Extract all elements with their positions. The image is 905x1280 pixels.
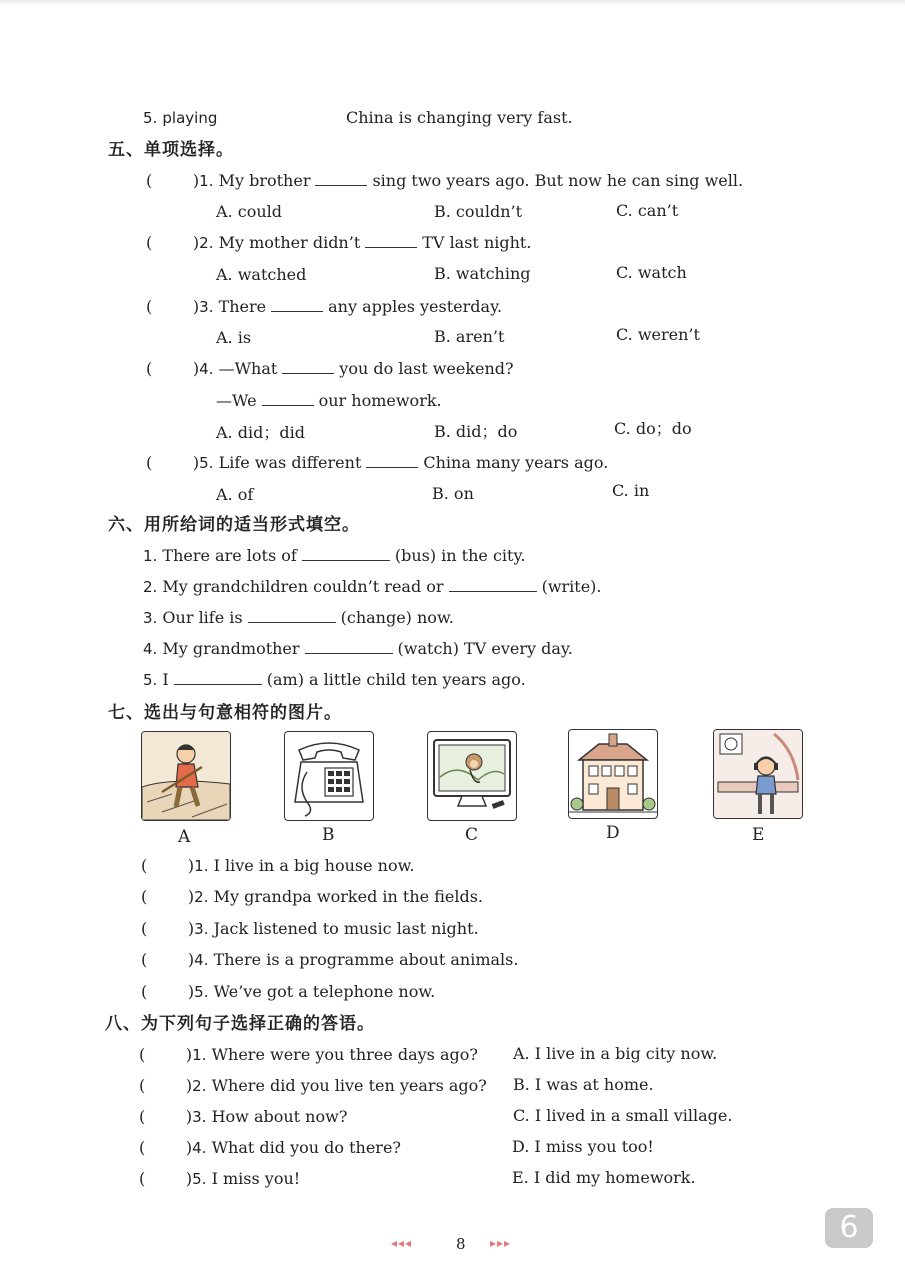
item-text: Where were you three days ago? xyxy=(211,1045,478,1064)
s8-item5 xyxy=(139,1169,300,1189)
item-text: I miss you! xyxy=(211,1169,301,1188)
question-text: —We xyxy=(216,391,257,410)
picture-label-a: A xyxy=(178,827,191,847)
item-number: 4. xyxy=(194,951,209,969)
item-hint: (am) a little child ten years ago. xyxy=(266,670,526,689)
prev-item-number: 5. xyxy=(143,109,158,127)
blank-line[interactable] xyxy=(305,639,393,654)
option-b[interactable]: B. aren’t xyxy=(434,327,505,346)
answer-paren[interactable]: ( ) xyxy=(146,171,200,190)
s7-item5 xyxy=(141,982,435,1002)
option-b[interactable]: B. did；do xyxy=(434,422,518,441)
question-text: our homework. xyxy=(318,391,442,410)
item-number: 5. xyxy=(192,1170,207,1188)
farmer-in-field-icon[interactable] xyxy=(141,731,231,821)
tv-monkey-icon[interactable] xyxy=(427,731,517,821)
option-a[interactable]: A. is xyxy=(216,328,252,347)
option-b[interactable]: B. watching xyxy=(434,264,531,283)
option-c[interactable]: C. can’t xyxy=(616,201,679,220)
item-number: 2. xyxy=(143,578,158,596)
telephone-icon[interactable] xyxy=(284,731,374,821)
item-hint: (watch) TV every day. xyxy=(397,639,573,658)
s7-item2 xyxy=(141,887,483,907)
blank-line[interactable] xyxy=(315,171,367,186)
blank-line[interactable] xyxy=(302,546,390,561)
item-number: 2. xyxy=(192,1077,207,1095)
item-text: Our life is xyxy=(162,608,243,627)
answer-paren[interactable]: ( ) xyxy=(141,856,195,875)
question-number: 5. xyxy=(199,454,214,472)
answer-paren[interactable]: ( ) xyxy=(141,950,195,969)
option-c[interactable]: C. watch xyxy=(616,263,687,282)
s5-q1 xyxy=(146,171,743,191)
s7-item3 xyxy=(141,919,479,939)
section-8-title: 八、为下列句子选择正确的答语。 xyxy=(105,1014,375,1034)
s6-item5 xyxy=(143,670,526,690)
item-number: 2. xyxy=(194,888,209,906)
s6-item1 xyxy=(143,546,525,566)
blank-line[interactable] xyxy=(282,359,334,374)
item-text: My grandpa worked in the fields. xyxy=(213,887,483,906)
answer-paren[interactable]: ( ) xyxy=(139,1045,193,1064)
question-text: —What xyxy=(218,359,278,378)
question-text: you do last weekend? xyxy=(339,359,514,378)
answer-option-e: E. I did my homework. xyxy=(512,1168,696,1187)
blank-line[interactable] xyxy=(449,577,537,592)
item-number: 3. xyxy=(192,1108,207,1126)
question-text: China many years ago. xyxy=(423,453,609,472)
s5-q2 xyxy=(146,233,531,253)
question-text: Life was different xyxy=(218,453,362,472)
question-number: 1. xyxy=(199,172,214,190)
s8-item2 xyxy=(139,1076,487,1096)
answer-option-d: D. I miss you too! xyxy=(512,1137,654,1156)
question-number: 3. xyxy=(199,298,214,316)
next-page-arrows-icon[interactable]: ▸▸▸ xyxy=(490,1236,512,1250)
prev-item-word: playing xyxy=(162,109,218,127)
item-text: I xyxy=(162,670,169,689)
blank-line[interactable] xyxy=(248,608,336,623)
answer-paren[interactable]: ( ) xyxy=(141,982,195,1001)
item-text: How about now? xyxy=(211,1107,348,1126)
option-b[interactable]: B. couldn’t xyxy=(434,202,523,221)
s8-item4 xyxy=(139,1138,401,1158)
item-text: Jack listened to music last night. xyxy=(213,919,479,938)
s8-item1 xyxy=(139,1045,478,1065)
item-text: My grandchildren couldn’t read or xyxy=(162,577,444,596)
item-number: 4. xyxy=(192,1139,207,1157)
option-c[interactable]: C. do；do xyxy=(614,419,692,438)
s8-item3 xyxy=(139,1107,347,1127)
question-text: There xyxy=(218,297,267,316)
answer-paren[interactable]: ( ) xyxy=(139,1169,193,1188)
item-hint: (bus) in the city. xyxy=(394,546,526,565)
item-number: 5. xyxy=(143,671,158,689)
question-text: My brother xyxy=(218,171,311,190)
item-number: 3. xyxy=(194,920,209,938)
item-hint: (change) now. xyxy=(340,608,454,627)
option-c[interactable]: C. weren’t xyxy=(616,325,700,344)
page-badge: 6 xyxy=(825,1208,873,1248)
option-b[interactable]: B. on xyxy=(432,484,474,503)
item-hint: (write). xyxy=(541,577,602,596)
item-text: My grandmother xyxy=(162,639,300,658)
item-number: 4. xyxy=(143,640,158,658)
s7-item4 xyxy=(141,950,518,970)
answer-paren[interactable]: ( ) xyxy=(141,919,195,938)
question-number: 2. xyxy=(199,234,214,252)
question-text: TV last night. xyxy=(422,233,532,252)
answer-option-a: A. I live in a big city now. xyxy=(513,1044,718,1063)
prev-page-arrows-icon[interactable]: ◂◂◂ xyxy=(391,1236,413,1250)
s6-item4 xyxy=(143,639,573,659)
option-c[interactable]: C. in xyxy=(612,481,650,500)
item-text: Where did you live ten years ago? xyxy=(211,1076,487,1095)
s5-q4 xyxy=(146,359,514,379)
item-text: What did you do there? xyxy=(211,1138,401,1157)
question-text: any apples yesterday. xyxy=(328,297,503,316)
s6-item2 xyxy=(143,577,602,597)
item-number: 3. xyxy=(143,609,158,627)
picture-label-d: D xyxy=(606,823,620,843)
question-number: 4. xyxy=(199,360,214,378)
blank-line[interactable] xyxy=(271,297,323,312)
question-text: My mother didn’t xyxy=(218,233,361,252)
picture-label-c: C xyxy=(465,825,479,845)
page-top-shadow xyxy=(0,0,905,6)
answer-paren[interactable]: ( ) xyxy=(139,1076,193,1095)
answer-paren[interactable]: ( ) xyxy=(141,887,195,906)
item-number: 1. xyxy=(194,857,209,875)
page-number: 8 xyxy=(456,1235,466,1253)
picture-label-b: B xyxy=(322,825,335,845)
answer-option-b: B. I was at home. xyxy=(513,1075,654,1094)
prev-item-sentence: China is changing very fast. xyxy=(346,108,573,127)
big-house-icon[interactable] xyxy=(568,729,658,819)
answer-paren[interactable]: ( ) xyxy=(146,233,200,252)
s5-q3 xyxy=(146,297,502,317)
answer-paren[interactable]: ( ) xyxy=(146,359,200,378)
blank-line[interactable] xyxy=(262,391,314,406)
answer-paren[interactable]: ( ) xyxy=(146,297,200,316)
prev-item xyxy=(143,108,217,128)
item-text: There is a programme about animals. xyxy=(213,950,519,969)
option-a[interactable]: A. of xyxy=(216,485,254,504)
option-a[interactable]: A. did；did xyxy=(216,423,305,442)
item-number: 1. xyxy=(143,547,158,565)
question-text: sing two years ago. But now he can sing well. xyxy=(372,171,744,190)
s7-item1 xyxy=(141,856,414,876)
blank-line[interactable] xyxy=(365,233,417,248)
section-6-title: 六、用所给词的适当形式填空。 xyxy=(108,515,360,535)
boy-headphones-icon[interactable] xyxy=(713,729,803,819)
blank-line[interactable] xyxy=(174,670,262,685)
s5-q4-line2 xyxy=(216,391,442,411)
answer-option-c: C. I lived in a small village. xyxy=(513,1106,733,1125)
picture-label-e: E xyxy=(752,825,765,845)
answer-paren[interactable]: ( ) xyxy=(139,1107,193,1126)
item-text: We’ve got a telephone now. xyxy=(213,982,436,1001)
s6-item3 xyxy=(143,608,454,628)
item-number: 1. xyxy=(192,1046,207,1064)
item-number: 5. xyxy=(194,983,209,1001)
option-a[interactable]: A. could xyxy=(216,202,282,221)
section-5-title: 五、单项选择。 xyxy=(108,140,234,160)
blank-line[interactable] xyxy=(366,453,418,468)
s5-q5 xyxy=(146,453,608,473)
answer-paren[interactable]: ( ) xyxy=(146,453,200,472)
answer-paren[interactable]: ( ) xyxy=(139,1138,193,1157)
item-text: There are lots of xyxy=(162,546,297,565)
section-7-title: 七、选出与句意相符的图片。 xyxy=(108,703,342,723)
option-a[interactable]: A. watched xyxy=(216,265,307,284)
item-text: I live in a big house now. xyxy=(213,856,415,875)
